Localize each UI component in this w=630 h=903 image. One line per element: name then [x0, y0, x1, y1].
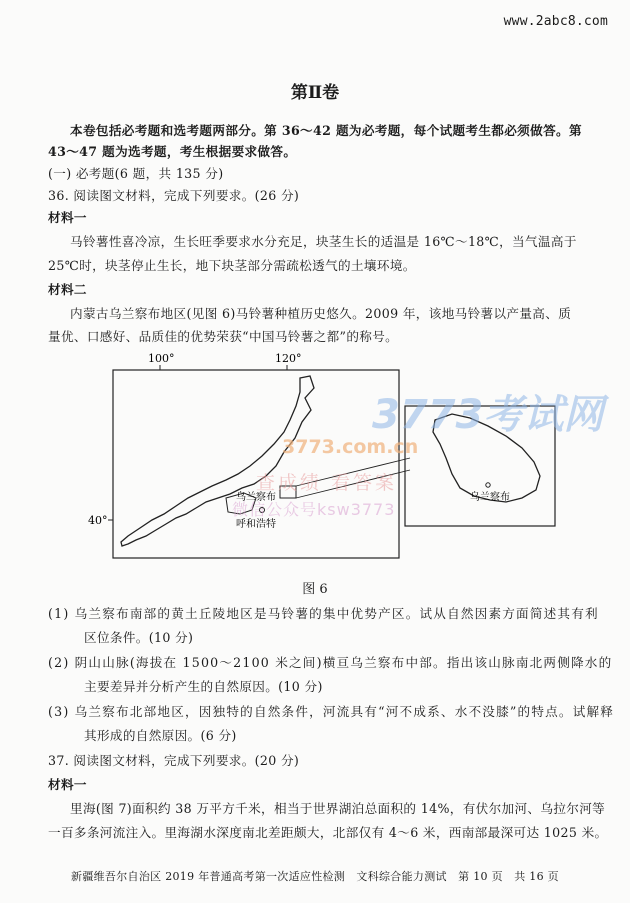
q36-sub1-line-2: 区位条件。(10 分) — [84, 630, 194, 645]
lon-label-120: 120° — [275, 352, 302, 365]
q36-material1-label: 材料一 — [48, 210, 87, 225]
q36-sub2-line-2: 主要差异并分析产生的自然原因。(10 分) — [84, 679, 323, 694]
lat-label-40: 40° — [88, 514, 108, 527]
page-footer: 新疆维吾尔自治区 2019 年普通高考第一次适应性检测 文科综合能力测试 第 10 页 共 16 页 — [71, 870, 559, 883]
q36-material1-line-1: 马铃薯性喜冷凉，生长旺季要求水分充足，块茎生长的适温是 16℃～18℃，当气温高于 — [70, 234, 577, 249]
q36-material2-label: 材料二 — [48, 282, 87, 297]
required-header: (一) 必考题(6 题，共 135 分) — [48, 166, 224, 181]
watermark — [232, 392, 609, 519]
q36-sub1-line-1: (1) 乌兰察布南部的黄土丘陵地区是马铃薯的集中优势产区。试从自然因素方面简述其有利 — [48, 606, 599, 621]
section-title: 第Ⅱ卷 — [290, 83, 340, 103]
site-url: www.2abc8.com — [503, 14, 608, 29]
q37-material1-line-2: 一百多条河流注入。里海湖水深度南北差距颇大，北部仅有 4～6 米，西南部最深可达 1025 米。 — [48, 825, 608, 840]
q36-sub2-line-1: (2) 阴山山脉(海拔在 1500～2100 米之间)横亘乌兰察布中部。指出该山脉南北两侧降水的 — [48, 655, 613, 670]
inset-marker — [486, 483, 490, 487]
label-ulanqab: 乌兰察布 — [236, 492, 276, 503]
q36-material2-line-1: 内蒙古乌兰察布地区(见图 6)马铃薯种植历史悠久。2009 年，该地马铃薯以产量高、质 — [70, 306, 572, 321]
watermark-line-2: 微信公众号ksw3773 — [232, 500, 396, 519]
figure-caption: 图 6 — [302, 582, 328, 597]
figure-6-map — [0, 348, 630, 573]
watermark-line-1: 查成绩 看答案 — [256, 472, 398, 494]
q37-material1-line-1: 里海(图 7)面积约 38 万平方千米，相当于世界湖泊总面积的 14%，有伏尔加河、乌拉尔河等 — [70, 801, 606, 816]
inset-label: 乌兰察布 — [470, 492, 510, 503]
q36-prompt: 36. 阅读图文材料，完成下列要求。(26 分) — [48, 188, 300, 203]
watermark-url: 3773.com.cn — [282, 436, 419, 458]
q36-sub3-line-1: (3) 乌兰察布北部地区，因独特的自然条件，河流具有“河不成系、水不没膝”的特点。试解释 — [48, 704, 615, 719]
q36-sub3-line-2: 其形成的自然原因。(6 分) — [84, 728, 237, 743]
inner-mongolia-outline — [121, 376, 314, 546]
q36-material1-line-2: 25℃时，块茎停止生长，地下块茎部分需疏松透气的土壤环境。 — [48, 258, 416, 273]
q36-material2-line-2: 量优、口感好、品质佳的优势荣获“中国马铃薯之都”的称号。 — [48, 329, 399, 344]
q37-prompt: 37. 阅读图文材料，完成下列要求。(20 分) — [48, 753, 300, 768]
watermark-logo: 3773考试网 — [372, 392, 604, 438]
label-hohhot: 呼和浩特 — [236, 519, 276, 530]
intro-line-1: 本卷包括必考题和选考题两部分。第 36～42 题为必考题，每个试题考生都必须做答。第 — [70, 123, 582, 138]
q37-material1-label: 材料一 — [48, 777, 87, 792]
lon-label-100: 100° — [148, 352, 175, 365]
intro-line-2: 43～47 题为选考题，考生根据要求做答。 — [48, 144, 297, 159]
